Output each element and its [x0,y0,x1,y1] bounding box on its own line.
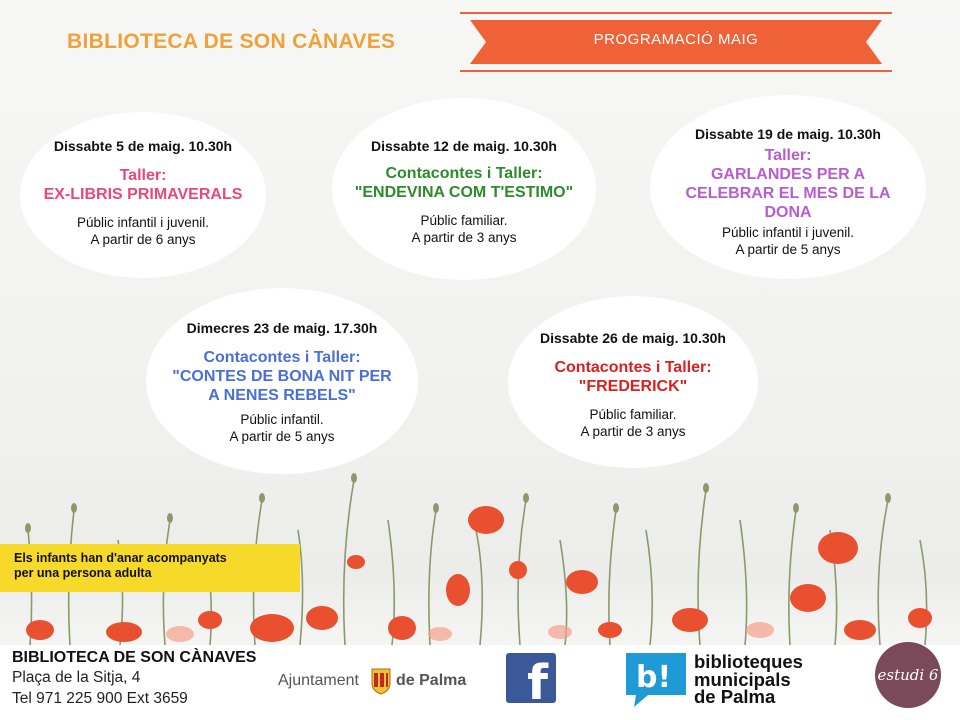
event-title: Contacontes i Taller: [385,165,543,182]
note-line: per una persona adulta [14,566,152,580]
event-date: Dimecres 23 de maig. 17.30h [186,320,378,336]
event-audience: Públic infantil i juvenil. [76,215,210,230]
event-audience: A partir de 5 anys [735,242,841,257]
event-title: CELEBRAR EL MES DE LA [685,185,891,202]
ajuntament-logo-text: Ajuntament [278,672,359,689]
event-audience: A partir de 3 anys [411,230,517,245]
page-title: BIBLIOTECA DE SON CÀNAVES [67,30,396,53]
event-audience: Públic infantil. [240,412,324,427]
event-title: DONA [764,204,812,221]
footer-phone: Tel 971 225 900 Ext 3659 [12,690,188,707]
event-card [332,98,596,280]
bm-badge-text: b! [636,660,672,695]
event-title: Contacontes i Taller: [554,359,712,376]
event-title: Contacontes i Taller: [203,349,361,366]
event-card [650,95,926,279]
note-line: Els infants han d'anar acompanyats [14,551,227,565]
event-audience: Públic familiar. [420,213,508,228]
event-date: Dissabte 5 de maig. 10.30h [53,138,233,154]
event-audience: A partir de 3 anys [580,424,686,439]
event-audience: A partir de 5 anys [229,429,335,444]
program-banner [456,8,896,76]
event-title: Taller: [119,167,167,184]
event-audience: Públic infantil i juvenil. [721,225,855,240]
bm-line: municipals [694,668,791,690]
bm-line: de Palma [694,686,776,707]
event-date: Dissabte 12 de maig. 10.30h [371,138,557,154]
event-date: Dissabte 26 de maig. 10.30h [540,330,726,346]
event-card [146,288,418,474]
event-title: "CONTES DE BONA NIT PER [172,368,392,385]
event-audience: Públic familiar. [589,407,677,422]
bm-line: biblioteques [694,651,803,672]
accompaniment-note [0,544,300,592]
event-title: A NENES REBELS" [208,387,356,404]
event-title: Taller: [764,147,812,164]
event-audience: A partir de 6 anys [90,232,196,247]
event-title: GARLANDES PER A [710,166,866,183]
banner-text: PROGRAMACIÓ MAIG [593,31,759,48]
palma-coat-of-arms-icon [370,667,392,695]
footer-library-name: BIBLIOTECA DE SON CÀNAVES [12,649,257,666]
event-title: EX-LIBRIS PRIMAVERALS [43,186,243,203]
biblioteques-municipals-logo-icon [622,649,690,709]
footer-address: Plaça de la Sitja, 4 [12,669,141,686]
footer [0,645,960,720]
event-card [508,296,758,468]
event-title: "ENDEVINA COM T'ESTIMO" [354,184,574,201]
biblioteques-municipals-logo-text [694,653,803,706]
ajuntament-logo-text: de Palma [396,672,467,689]
event-title: "FREDERICK" [578,378,688,395]
facebook-icon[interactable]: f [506,653,556,703]
estudi-6-logo: estudi 6 [875,642,941,708]
event-card [20,112,266,278]
event-date: Dissabte 19 de maig. 10.30h [695,126,881,142]
